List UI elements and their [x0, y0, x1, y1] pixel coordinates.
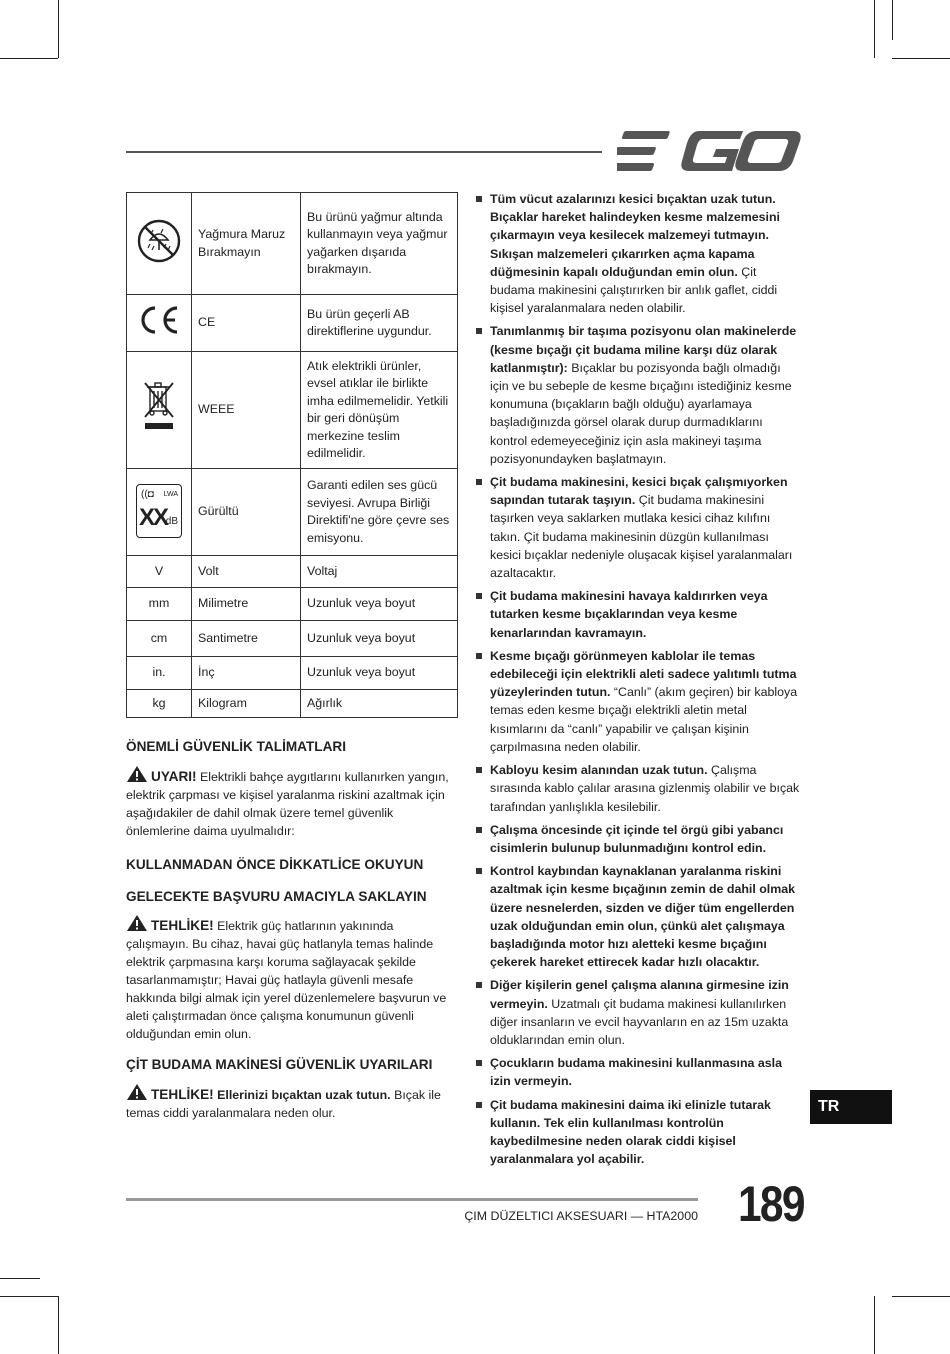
symbol-name: Milimetre [192, 588, 301, 621]
warning-triangle-icon [126, 765, 148, 783]
symbol-desc: Bu ürün geçerli AB direktiflerine uygundur. [301, 295, 458, 352]
list-item [475, 1096, 801, 1169]
symbol-cell [127, 295, 192, 352]
crop-mark [892, 58, 950, 59]
symbol-desc: Voltaj [301, 556, 458, 588]
heading-read-carefully: KULLANMADAN ÖNCE DİKKATLİCE OKUYUN [126, 857, 424, 872]
symbol-desc: Bu ürünü yağmur altında kullanmayın veya yağmur yağarken dışarıda bırakmayın. [301, 193, 458, 295]
symbol-desc: Uzunluk veya boyut [301, 657, 458, 690]
danger-paragraph [126, 1083, 452, 1122]
list-item [475, 1054, 801, 1090]
list-item [475, 821, 801, 857]
list-item [475, 862, 801, 971]
item-bold: Çit budama makinesini daima iki elinizle tutarak kullanın. Tek elin kullanılması kontrolün kaybedilmesine neden olarak ciddi kişisel yaralanmalara yol açabilir. [490, 1097, 771, 1167]
item-text: Çit budama makinesini taşırken veya saklarken mutlaka kesici cihaz kılıfını takın. Çit budama makinesinin düzgün kullanılması kesici bıçaklar nedeniyle oluşacak kişisel yaralanmaları azaltacaktır. [490, 493, 793, 581]
item-bold: Kesme bıçağı görünmeyen kablolar ile temas edebileceği için elektrikli aleti sadece yalıtımlı tutma yüzeylerinden tutun. [490, 648, 797, 700]
symbol-desc: Garanti edilen ses gücü seviyesi. Avrupa Birliği Direktifi'ne göre çevre ses emisyonu. [301, 469, 458, 556]
symbol-name: CE [192, 295, 301, 352]
heading-save-instructions: GELECEKTE BAŞVURU AMACIYLA SAKLAYIN [126, 889, 427, 904]
symbol-desc: Ağırlık [301, 690, 458, 718]
symbol-name: Santimetre [192, 621, 301, 657]
table-row [127, 621, 458, 657]
table-row [127, 352, 458, 469]
right-column [475, 190, 801, 1173]
item-bold: Kontrol kaybından kaynaklanan yaralanma riskini azaltmak için kesme bıçağının zemin de dahil olmak üzere nesnelerden, sizden ve diğer tüm engellerden uzak olduğundan emin olun, çünkü alet çalışmaya başladığında motor hızı aletteki kesme bıçağını çekerek hareket ettirecek kadar hızlı olacaktır. [490, 864, 796, 970]
table-row [127, 556, 458, 588]
item-text: Bıçaklar bu pozisyonda bağlı olmadığı için ve bu sebeple de kesme bıçağını istediğiniz kesme konumuna (bıçakların bağlı olduğu) ayarlamaya başladığınızda görsel olarak durup durmadıklarını kontrol edemeyeceğiniz için asla makineyi taşıma pozisyonundayken başlatmayın. [490, 360, 792, 466]
crop-mark [892, 0, 893, 40]
symbol-table [126, 192, 458, 718]
ce-mark-icon [137, 305, 181, 335]
symbol-cell [127, 193, 192, 295]
weee-bin-icon [141, 381, 177, 433]
crop-mark [874, 0, 875, 58]
item-text: “Canlı” (akım geçiren) bir kabloya temas eden kesme bıçağı elektrikli aletin metal kısımlarını da “canlı” yapabilir ve çalışan kişinin çarpılmasına neden olabilir. [490, 685, 798, 754]
table-row [127, 657, 458, 690]
header-rule [126, 151, 602, 153]
ego-logo [617, 129, 801, 173]
symbol-name: Gürültü [192, 469, 301, 556]
crop-mark [58, 0, 59, 58]
list-item [475, 473, 801, 582]
symbol-cell: cm [127, 621, 192, 657]
symbol-name: Yağmura Maruz Bırakmayın [192, 193, 301, 295]
danger-label: TEHLİKE! [151, 918, 214, 933]
list-item [475, 587, 801, 642]
crop-mark [874, 1296, 875, 1354]
heading-important-safety: ÖNEMLİ GÜVENLİK TALİMATLARI [126, 739, 346, 754]
symbol-cell [127, 469, 192, 556]
symbol-cell: in. [127, 657, 192, 690]
item-bold: Çit budama makinesini havaya kaldırırken veya tutarken kesme bıçaklarından veya kesme kenarlarından kavramayın. [490, 589, 768, 640]
crop-mark [0, 1296, 58, 1297]
page-number: 189 [738, 1176, 804, 1232]
danger-bold-text: Ellerinizi bıçaktan uzak tutun. [213, 1088, 391, 1102]
warning-triangle-icon [126, 914, 148, 932]
warning-paragraph [126, 765, 452, 840]
crop-mark [58, 1296, 59, 1354]
table-row [127, 295, 458, 352]
table-row [127, 588, 458, 621]
table-row [127, 193, 458, 295]
symbol-cell: kg [127, 690, 192, 718]
speaker-icon: ((◘ [141, 489, 154, 501]
symbol-name: Volt [192, 556, 301, 588]
symbol-cell [127, 352, 192, 469]
list-item [475, 976, 801, 1049]
symbol-desc: Atık elektrikli ürünler, evsel atıklar ile birlikte imha edilmemelidir. Yetkili bir geri dönüşüm merkezine teslim edilmelidir. [301, 352, 458, 469]
item-text: Çalışma sırasında kablo çalılar arasına gizlenmiş olabilir ve bıçak tarafından yanlışlıkla kesilebilir. [490, 763, 800, 814]
list-item [475, 322, 801, 468]
warning-triangle-icon [126, 1083, 148, 1101]
footer-rule [126, 1198, 698, 1201]
item-bold: Tüm vücut azalarınızı kesici bıçaktan uzak tutun. Bıçaklar hareket halindeyken kesme malzemesini çıkarmayın veya kesilecek malzemeyi tutmayın. Sıkışan malzemeleri çıkarırken açma kapama düğmesinin kapalı olduğundan emin olun. [490, 192, 780, 279]
safety-list [475, 190, 801, 1168]
crop-mark [892, 1296, 950, 1297]
noise-value: XX [139, 504, 168, 532]
left-column [126, 738, 452, 1122]
noise-level-icon [136, 484, 182, 538]
item-bold: Çit budama makinesini, kesici bıçak çalışmıyorken sapından tutarak taşıyın. [490, 475, 788, 508]
noise-unit: dB [165, 516, 178, 528]
danger-text: Elektrik güç hatlarının yakınında çalışmayın. Bu cihaz, havai güç hatlanyla temas halinde elektrik çarpmasına karşı koruma sağlayacak şekilde tasarlanmamıştır; Havai güç hatlayla güvenli mesafe hakkında bilgi almak için yerel düzenlemelere başvurun ve aleti çalıştırmadan önce çalışma konumunun güvenli olduğundan emin olun. [126, 919, 447, 1041]
item-bold: Çocukların budama makinesini kullanmasına asla izin vermeyin. [490, 1056, 782, 1089]
list-item [475, 190, 801, 317]
warning-text: Elektrikli bahçe aygıtlarını kullanırken yangın, elektrik çarpması ve kişisel yaralanma riskini azaltmak için aşağıdakiler de dahil olmak üzere temel güvenlik önlemlerine daima uyulmalıdır: [126, 770, 449, 838]
no-rain-icon [136, 218, 182, 264]
item-text: Uzatmalı çit budama makinesi kullanılırken diğer insanların ve evcil hayvanların en az 15m uzakta olduklarından emin olun. [490, 996, 789, 1047]
footer-title: ÇIM DÜZELTICI AKSESUARI — HTA2000 [464, 1209, 698, 1223]
item-bold: Diğer kişilerin genel çalışma alanına girmesine izin vermeyin. [490, 978, 789, 1011]
item-bold: Çalışma öncesinde çit içinde tel örgü gibi yabancı cisimlerin bulunup bulunmadığını kontrol edin. [490, 822, 784, 855]
item-bold: Tanımlanmış bir taşıma pozisyonu olan makinelerde (kesme bıçağı çit budama miline karşı düz olarak katlanmıştır): [490, 324, 797, 375]
warning-label: UYARI! [151, 769, 197, 784]
symbol-desc: Uzunluk veya boyut [301, 588, 458, 621]
symbol-desc: Uzunluk veya boyut [301, 621, 458, 657]
list-item [475, 647, 801, 756]
table-row [127, 690, 458, 718]
symbol-cell: V [127, 556, 192, 588]
noise-lwa: LWA [163, 491, 178, 499]
item-text: Çit budama makinesini çalıştırırken bir anlık gaflet, ciddi kişisel yaralanmalara neden olabilir. [490, 264, 778, 316]
heading-hedge-trimmer-warnings: ÇİT BUDAMA MAKİNESİ GÜVENLİK UYARILARI [126, 1057, 433, 1072]
danger-label: TEHLİKE! [151, 1087, 214, 1102]
symbol-name: Kilogram [192, 690, 301, 718]
symbol-cell: mm [127, 588, 192, 621]
language-tab: TR [810, 1090, 892, 1124]
crop-mark [0, 1278, 40, 1279]
list-item [475, 761, 801, 816]
danger-text: Bıçak ile temas ciddi yaralanmalara neden olur. [126, 1088, 441, 1120]
symbol-name: WEEE [192, 352, 301, 469]
item-bold: Kabloyu kesim alanından uzak tutun. [490, 763, 708, 778]
symbol-name: İnç [192, 657, 301, 690]
danger-paragraph [126, 914, 452, 1043]
table-row [127, 469, 458, 556]
crop-mark [0, 58, 58, 59]
